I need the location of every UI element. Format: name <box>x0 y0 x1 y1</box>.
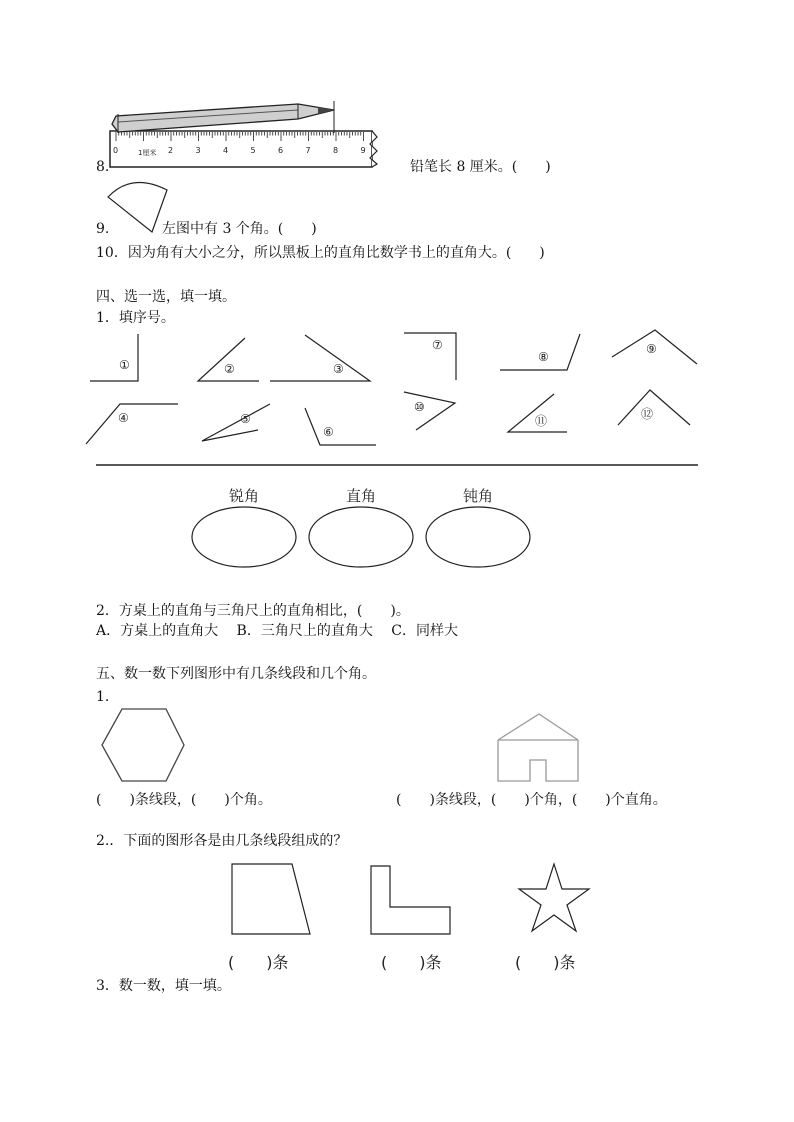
house-answer: ( )条线段，( )个角，( )个直角。 <box>396 792 667 808</box>
angle-label-3: ③ <box>333 362 344 376</box>
hexagon-figure <box>102 709 184 781</box>
star-answer: ( )条 <box>515 953 576 972</box>
angle-label-5: ⑤ <box>240 412 251 426</box>
category-acute: 锐角 <box>229 487 260 505</box>
angle-label-7: ⑦ <box>432 338 443 352</box>
q9-number: 9. <box>96 221 110 237</box>
category-obtuse: 钝角 <box>463 487 494 505</box>
q8-number: 8. <box>96 159 110 175</box>
angle-label-8: ⑧ <box>538 350 549 364</box>
angle-label-4: ④ <box>118 411 129 425</box>
ruler-number: 4 <box>223 146 229 155</box>
section4-q1: 1．填序号。 <box>96 310 175 326</box>
ruler-number: 6 <box>278 146 284 155</box>
angle-label-9: ⑨ <box>646 342 657 356</box>
angle-label-11: ⑪ <box>535 414 548 428</box>
section4-title: 四、选一选，填一填。 <box>96 289 236 305</box>
q8-statement: 铅笔长 8 厘米。( ) <box>410 159 551 175</box>
ruler-number: 3 <box>195 146 201 155</box>
angle-label-10: ⑩ <box>414 400 425 414</box>
trapezoid-answer: ( )条 <box>228 953 289 972</box>
section5-q3: 3．数一数，填一填。 <box>96 978 231 994</box>
l-shape-answer: ( )条 <box>381 953 442 972</box>
section5-q2: 2.．下面的图形各是由几条线段组成的？ <box>96 833 348 849</box>
section4-q2: 2．方桌上的直角与三角尺上的直角相比，( )。 <box>96 603 410 619</box>
l-shape-figure <box>371 866 450 934</box>
ruler-number: 7 <box>305 146 311 155</box>
section5-title: 五、数一数下列图形中有几条线段和几个角。 <box>96 666 376 682</box>
star-figure <box>519 864 589 931</box>
q9-statement: 左图中有 3 个角。( ) <box>162 221 317 237</box>
angle-label-1: ① <box>119 358 130 372</box>
trapezoid-figure <box>232 864 310 934</box>
ruler-number: 8 <box>333 146 339 155</box>
ruler-number: 0 <box>113 146 119 155</box>
section5-q1: 1. <box>96 689 110 705</box>
ruler-number: 5 <box>250 146 256 155</box>
angle-label-12: ⑫ <box>641 407 654 421</box>
hexagon-answer: ( )条线段，( )个角。 <box>96 792 272 808</box>
angle-label-6: ⑥ <box>323 425 334 439</box>
q10-statement: 10．因为角有大小之分，所以黑板上的直角比数学书上的直角大。( ) <box>96 245 545 261</box>
house-figure <box>498 714 578 781</box>
ruler-unit-label: 1厘米 <box>138 149 157 157</box>
angle-label-2: ② <box>224 362 235 376</box>
ruler-number: 2 <box>168 146 174 155</box>
section4-q2-options: A．方桌上的直角大 B．三角尺上的直角大 C．同样大 <box>96 623 459 639</box>
ruler-number: 9 <box>360 146 366 155</box>
category-right: 直角 <box>346 487 377 505</box>
